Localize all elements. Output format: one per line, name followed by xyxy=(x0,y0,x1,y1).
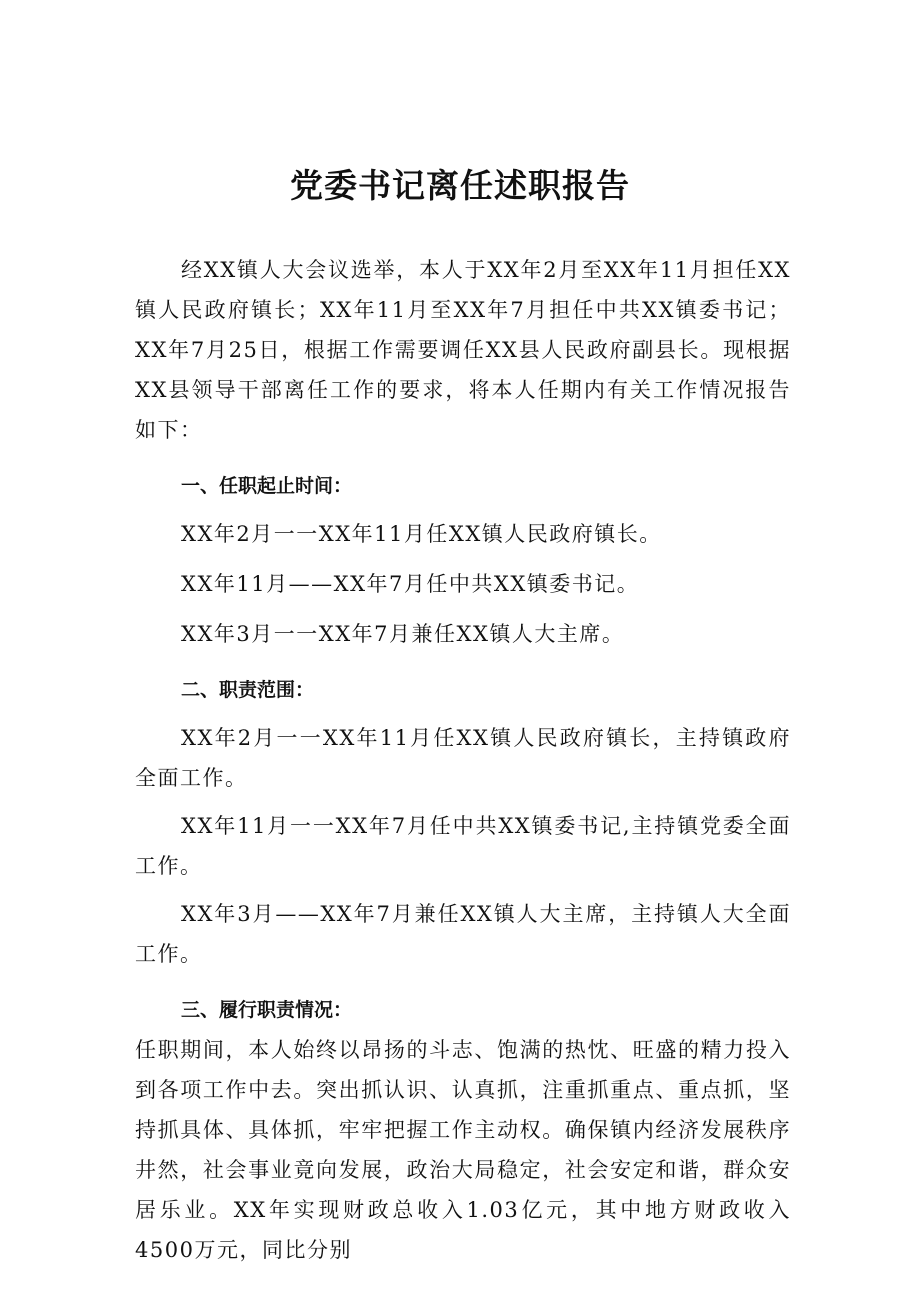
document-body xyxy=(135,250,791,1270)
intro-paragraph: 经XX镇人大会议选举，本人于XX年2月至XX年11月担任XX镇人民政府镇长；XX年11月至XX年7月担任中共XX镇委书记；XX年7月25日，根据工作需要调任XX县人民政府副县长。现根据XX县领导干部离任工作的要求，将本人任期内有关工作情况报告如下： xyxy=(135,258,791,442)
document-title: 党委书记离任述职报告 xyxy=(290,166,630,205)
term-line: XX年3月一一XX年7月兼任XX镇人大主席。 xyxy=(181,622,625,646)
scope-line: XX年2月一一XX年11月任XX镇人民政府镇长，主持镇政府全面工作。 xyxy=(135,726,791,790)
section-heading-duties: 三、履行职责情况： xyxy=(181,999,353,1021)
section-heading-term: 一、任职起止时间： xyxy=(181,475,353,497)
scope-line: XX年11月一一XX年7月任中共XX镇委书记,主持镇党委全面工作。 xyxy=(135,814,791,878)
term-line: XX年11月——XX年7月任中共XX镇委书记。 xyxy=(181,572,640,596)
scope-line: XX年3月——XX年7月兼任XX镇人大主席，主持镇人大全面工作。 xyxy=(135,902,791,966)
section-heading-scope: 二、职责范围： xyxy=(181,679,315,701)
term-line: XX年2月一一XX年11月任XX镇人民政府镇长。 xyxy=(181,522,662,546)
duties-paragraph: 任职期间，本人始终以昂扬的斗志、饱满的热忱、旺盛的精力投入到各项工作中去。突出抓认识、认真抓，注重抓重点、重点抓，坚持抓具体、具体抓，牢牢把握工作主动权。确保镇内经济发展秩序井然，社会事业竟向发展，政治大局稳定，社会安定和谐，群众安居乐业。XX年实现财政总收入1.03亿元，其中地方财政收入4500万元，同比分别 xyxy=(135,1038,791,1262)
